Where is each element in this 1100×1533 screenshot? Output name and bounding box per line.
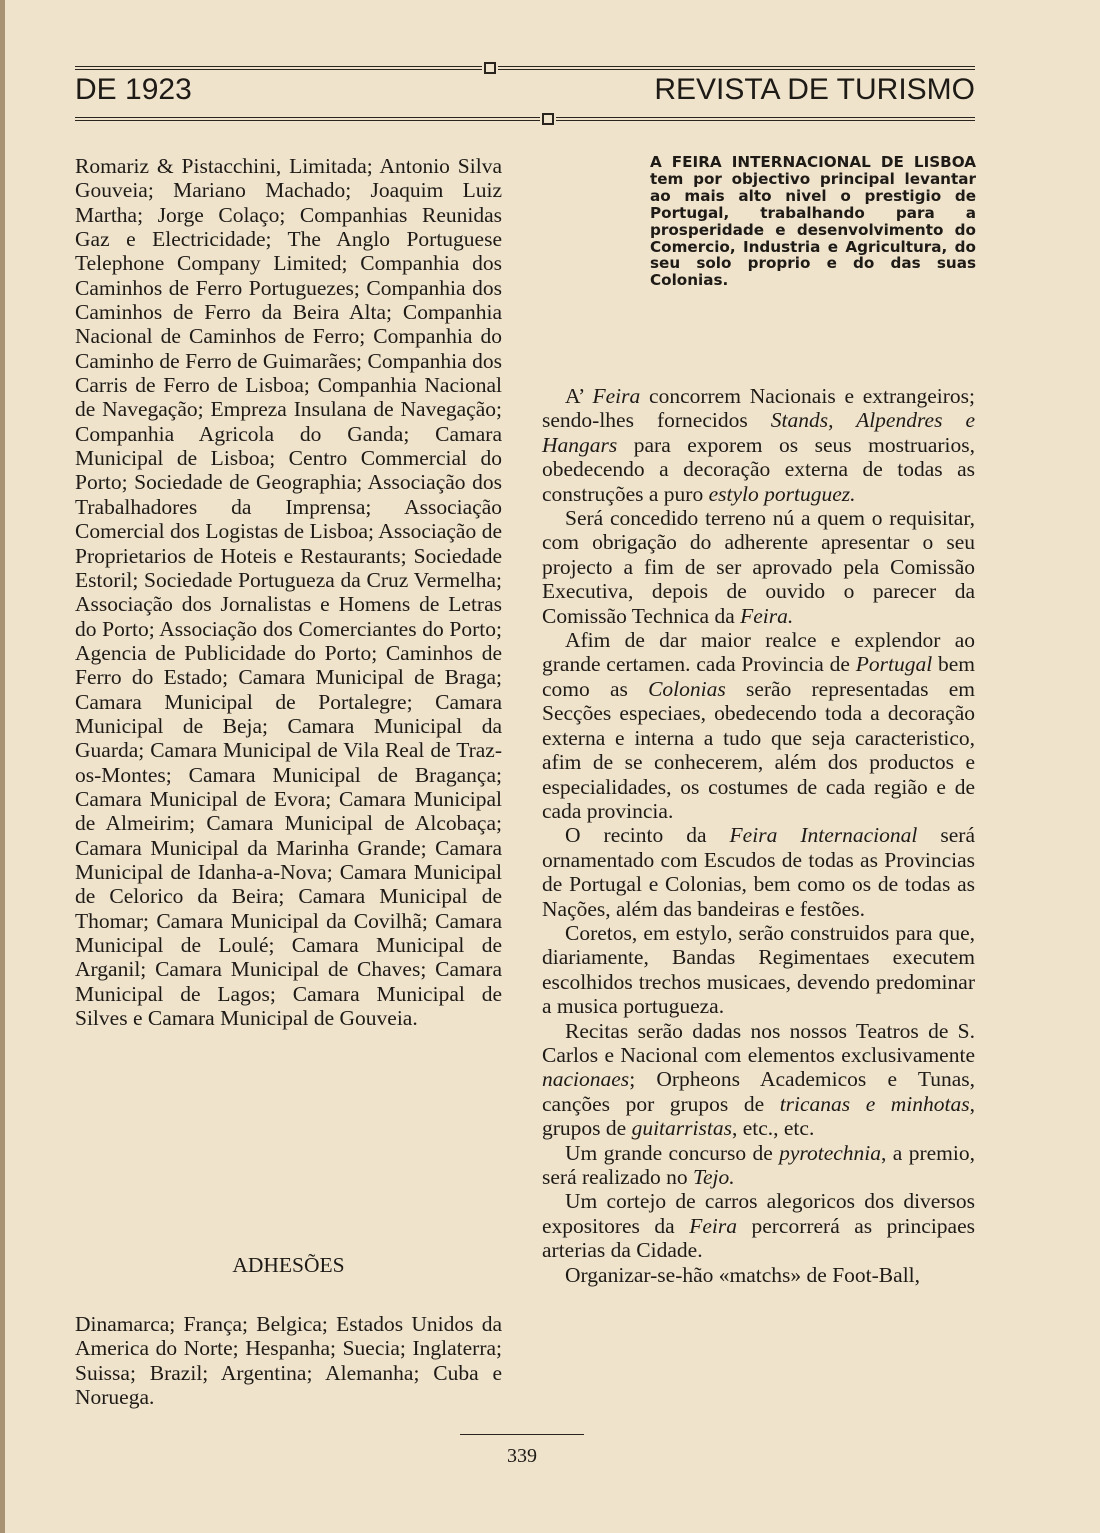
header-date: DE 1923: [75, 73, 192, 106]
page-number: 339: [507, 1445, 537, 1467]
header-bottom-rule-right: [556, 117, 975, 121]
paragraph: Afim de dar maior realce e explendor ao grande certamen. cada Provincia de Portugal bem como as Colonias serão representadas em Secções especiaes, obedecendo toda a decoração externa e interna a tudo que seja caracteristico, afim de se conhecerem, além dos productos e especialidades, os costumes de cada região e de cada provincia.: [542, 628, 975, 823]
paragraph: Coretos, em estylo, serão construidos para que, diariamente, Bandas Regimentaes executem escolhidos trechos musicaes, devendo predominar a musica portugueza.: [542, 920, 975, 1019]
right-column: [542, 384, 975, 1287]
paragraph: Organizar-se-hão «matchs» de Foot-Ball,: [565, 1262, 921, 1287]
ornament-square: [484, 62, 496, 74]
page-edge: [0, 0, 5, 1533]
left-column: [75, 154, 502, 1030]
section-heading-adhesoes: ADHESÕES: [232, 1253, 345, 1277]
paragraph: Recitas serão dadas nos nossos Teatros de S. Carlos e Nacional com elementos exclusivamente nacionaes; Orpheons Academicos e Tunas, canções por grupos de tricanas e minhotas, grupos de guitarristas, etc., etc.: [542, 1018, 975, 1141]
members-list-paragraph: Romariz & Pistacchini, Limitada; Antonio Silva Gouveia; Mariano Machado; Joaquim Luiz Martha; Jorge Colaço; Companhias Reunidas Gaz e Electricidade; The Anglo Portuguese Telephone Company Limited; Companhia dos Caminhos de Ferro Portuguezes; Companhia dos Caminhos de Ferro da Beira Alta; Companhia Nacional de Caminhos de Ferro; Companhia do Caminho de Ferro de Guimarães; Companhia dos Carris de Ferro de Lisboa; Companhia Nacional de Navegação; Empreza Insulana de Navegação; Companhia Agricola do Ganda; Camara Municipal de Lisboa; Centro Commercial do Porto; Sociedade de Geographia; Associação dos Trabalhadores da Imprensa; Associação Comercial dos Logistas de Lisboa; Associação de Proprietarios de Hoteis e Restaurants; Sociedade Estoril; Sociedade Portugueza da Cruz Vermelha; Associação dos Jornalistas e Homens de Letras do Porto; Associação dos Comerciantes do Porto; Agencia de Publicidade do Porto; Caminhos de Ferro do Estado; Camara Municipal de Braga; Camara Municipal de Portalegre; Camara Municipal de Beja; Camara Municipal da Guarda; Camara Municipal de Vila Real de Traz-os-Montes; Camara Municipal de Bragança; Camara Municipal de Evora; Camara Municipal de Almeirim; Camara Municipal de Alcobaça; Camara Municipal da Marinha Grande; Camara Municipal de Idanha-a-Nova; Camara Municipal de Celorico da Beira; Camara Municipal de Thomar; Camara Municipal da Covilhã; Camara Municipal de Loulé; Camara Municipal de Arganil; Camara Municipal de Chaves; Camara Municipal de Lagos; Camara Municipal de Silves e Camara Municipal de Gouveia.: [75, 154, 502, 1031]
paragraph: A’ Feira concorrem Nacionais e extrangeiros; sendo-lhes fornecidos Stands, Alpendres e Hangars para exporem os seus mostruarios, obedecendo a decoração externa de todas as construções a puro estylo portuguez.: [542, 384, 976, 506]
paragraph: O recinto da Feira Internacional será ornamentado com Escudos de todas as Provincias de Portugal e Colonias, bem como os de todas as Nações, além das bandeiras e festões.: [542, 823, 975, 921]
paragraph: Será concedido terreno nú a quem o requisitar, com obrigação do adherente apresentar o seu projecto a fim de ser aprovado pela Comissão Executiva, depois de ouvido o parecer da Comissão Technica da Feira.: [542, 506, 975, 628]
footer-rule: [460, 1434, 584, 1435]
header-bottom-rule-left: [75, 117, 540, 121]
paragraph: Um cortejo de carros alegoricos dos diversos expositores da Feira percorrerá as principaes arterias da Cidade.: [542, 1189, 975, 1263]
header-publication-title: REVISTA DE TURISMO: [654, 73, 975, 106]
paragraph: Um grande concurso de pyrotechnia, a premio, será realizado no Tejo.: [542, 1140, 975, 1189]
adhesoes-countries: Dinamarca; França; Belgica; Estados Unidos da America do Norte; Hespanha; Suecia; Inglaterra; Suissa; Brazil; Argentina; Alemanha; Cuba e Noruega.: [75, 1312, 502, 1410]
feira-intro-bold: A FEIRA INTERNACIONAL DE LISBOA tem por objectivo principal levantar ao mais alto nivel o prestigio de Portugal, trabalhando para a prosperidade e desenvolvimento do Comercio, Industria e Agricultura, do seu solo proprio e do das suas Colonias.: [650, 153, 976, 290]
ornament-square: [542, 113, 554, 125]
